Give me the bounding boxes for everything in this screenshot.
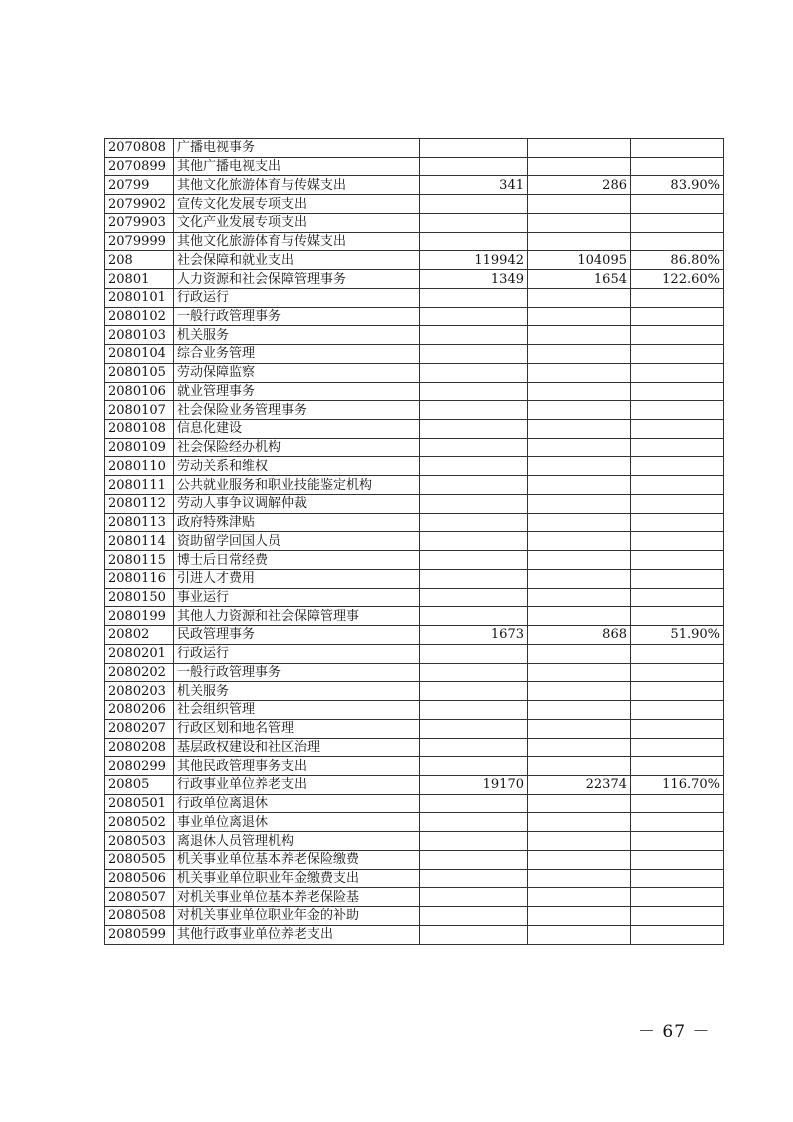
subject-name-cell: 其他人力资源和社会保障管理事 bbox=[174, 607, 420, 626]
budget-value-cell bbox=[420, 326, 528, 345]
actual-value-cell bbox=[528, 813, 631, 832]
subject-name-cell: 行政事业单位养老支出 bbox=[174, 775, 420, 794]
subject-name-cell: 其他民政管理事务支出 bbox=[174, 757, 420, 776]
subject-code-cell: 2080104 bbox=[105, 345, 174, 364]
table-row bbox=[105, 869, 724, 888]
budget-value-cell bbox=[420, 569, 528, 588]
actual-value-cell bbox=[528, 382, 631, 401]
table-row bbox=[105, 420, 724, 439]
subject-code-cell: 2080111 bbox=[105, 476, 174, 495]
budget-value-cell bbox=[420, 869, 528, 888]
subject-name-cell: 机关事业单位职业年金缴费支出 bbox=[174, 869, 420, 888]
actual-value-cell bbox=[528, 288, 631, 307]
table-row bbox=[105, 813, 724, 832]
budget-value-cell bbox=[420, 719, 528, 738]
subject-code-cell: 2080110 bbox=[105, 457, 174, 476]
table-row bbox=[105, 907, 724, 926]
budget-value-cell bbox=[420, 307, 528, 326]
subject-name-cell: 事业运行 bbox=[174, 588, 420, 607]
actual-value-cell bbox=[528, 157, 631, 176]
actual-value-cell bbox=[528, 551, 631, 570]
subject-code-cell: 2080207 bbox=[105, 719, 174, 738]
table-row bbox=[105, 345, 724, 364]
subject-name-cell: 广播电视事务 bbox=[174, 139, 420, 158]
table-row bbox=[105, 251, 724, 270]
actual-value-cell bbox=[528, 701, 631, 720]
subject-code-cell: 20802 bbox=[105, 626, 174, 645]
budget-value-cell bbox=[420, 925, 528, 944]
budget-value-cell bbox=[420, 663, 528, 682]
budget-value-cell bbox=[420, 401, 528, 420]
budget-value-cell bbox=[420, 195, 528, 214]
budget-value-cell bbox=[420, 832, 528, 851]
subject-name-cell: 事业单位离退休 bbox=[174, 813, 420, 832]
actual-value-cell: 22374 bbox=[528, 775, 631, 794]
budget-value-cell bbox=[420, 888, 528, 907]
actual-value-cell bbox=[528, 682, 631, 701]
subject-code-cell: 2080105 bbox=[105, 363, 174, 382]
subject-code-cell: 2080299 bbox=[105, 757, 174, 776]
budget-value-cell bbox=[420, 644, 528, 663]
actual-value-cell bbox=[528, 888, 631, 907]
subject-code-cell: 2080113 bbox=[105, 513, 174, 532]
subject-name-cell: 劳动保障监察 bbox=[174, 363, 420, 382]
subject-name-cell: 对机关事业单位基本养老保险基 bbox=[174, 888, 420, 907]
subject-code-cell: 2080501 bbox=[105, 794, 174, 813]
percentage-cell bbox=[631, 232, 724, 251]
table-body bbox=[105, 139, 724, 945]
percentage-cell bbox=[631, 345, 724, 364]
actual-value-cell bbox=[528, 663, 631, 682]
table-row bbox=[105, 176, 724, 195]
percentage-cell bbox=[631, 382, 724, 401]
budget-value-cell bbox=[420, 157, 528, 176]
actual-value-cell bbox=[528, 438, 631, 457]
percentage-cell bbox=[631, 907, 724, 926]
actual-value-cell bbox=[528, 195, 631, 214]
table-row bbox=[105, 588, 724, 607]
actual-value-cell bbox=[528, 494, 631, 513]
subject-name-cell: 人力资源和社会保障管理事务 bbox=[174, 270, 420, 289]
budget-value-cell bbox=[420, 288, 528, 307]
percentage-cell bbox=[631, 869, 724, 888]
subject-code-cell: 2080506 bbox=[105, 869, 174, 888]
table-row bbox=[105, 494, 724, 513]
subject-name-cell: 社会保险经办机构 bbox=[174, 438, 420, 457]
budget-value-cell bbox=[420, 850, 528, 869]
table-row bbox=[105, 607, 724, 626]
actual-value-cell bbox=[528, 869, 631, 888]
subject-code-cell: 2079902 bbox=[105, 195, 174, 214]
percentage-cell bbox=[631, 157, 724, 176]
subject-name-cell: 基层政权建设和社区治理 bbox=[174, 738, 420, 757]
budget-value-cell bbox=[420, 382, 528, 401]
budget-value-cell bbox=[420, 438, 528, 457]
subject-code-cell: 20799 bbox=[105, 176, 174, 195]
budget-value-cell bbox=[420, 420, 528, 439]
percentage-cell bbox=[631, 719, 724, 738]
subject-name-cell: 就业管理事务 bbox=[174, 382, 420, 401]
subject-name-cell: 引进人才费用 bbox=[174, 569, 420, 588]
percentage-cell bbox=[631, 532, 724, 551]
table-row bbox=[105, 195, 724, 214]
actual-value-cell bbox=[528, 794, 631, 813]
percentage-cell bbox=[631, 401, 724, 420]
subject-code-cell: 2080201 bbox=[105, 644, 174, 663]
actual-value-cell bbox=[528, 757, 631, 776]
percentage-cell bbox=[631, 832, 724, 851]
subject-code-cell: 2079999 bbox=[105, 232, 174, 251]
subject-code-cell: 2080202 bbox=[105, 663, 174, 682]
budget-value-cell bbox=[420, 757, 528, 776]
percentage-cell bbox=[631, 420, 724, 439]
subject-name-cell: 对机关事业单位职业年金的补助 bbox=[174, 907, 420, 926]
subject-code-cell: 2080150 bbox=[105, 588, 174, 607]
table-row bbox=[105, 757, 724, 776]
subject-code-cell: 20801 bbox=[105, 270, 174, 289]
actual-value-cell bbox=[528, 326, 631, 345]
actual-value-cell bbox=[528, 532, 631, 551]
actual-value-cell bbox=[528, 588, 631, 607]
actual-value-cell bbox=[528, 907, 631, 926]
subject-code-cell: 2080102 bbox=[105, 307, 174, 326]
subject-name-cell: 政府特殊津贴 bbox=[174, 513, 420, 532]
subject-name-cell: 公共就业服务和职业技能鉴定机构 bbox=[174, 476, 420, 495]
table-row bbox=[105, 532, 724, 551]
percentage-cell bbox=[631, 438, 724, 457]
percentage-cell bbox=[631, 925, 724, 944]
budget-value-cell bbox=[420, 345, 528, 364]
table-row bbox=[105, 738, 724, 757]
actual-value-cell bbox=[528, 513, 631, 532]
subject-name-cell: 机关服务 bbox=[174, 682, 420, 701]
table-row bbox=[105, 326, 724, 345]
percentage-cell bbox=[631, 888, 724, 907]
table-row bbox=[105, 438, 724, 457]
subject-code-cell: 2080502 bbox=[105, 813, 174, 832]
subject-name-cell: 劳动人事争议调解仲裁 bbox=[174, 494, 420, 513]
table-row bbox=[105, 157, 724, 176]
subject-code-cell: 2080101 bbox=[105, 288, 174, 307]
table-row bbox=[105, 363, 724, 382]
budget-value-cell: 341 bbox=[420, 176, 528, 195]
subject-code-cell: 2080505 bbox=[105, 850, 174, 869]
budget-expenditure-table bbox=[104, 138, 724, 945]
subject-name-cell: 资助留学回国人员 bbox=[174, 532, 420, 551]
table-row bbox=[105, 288, 724, 307]
subject-name-cell: 博士后日常经费 bbox=[174, 551, 420, 570]
actual-value-cell bbox=[528, 607, 631, 626]
actual-value-cell: 286 bbox=[528, 176, 631, 195]
percentage-cell: 83.90% bbox=[631, 176, 724, 195]
table-row bbox=[105, 139, 724, 158]
budget-value-cell bbox=[420, 907, 528, 926]
budget-value-cell bbox=[420, 607, 528, 626]
percentage-cell: 122.60% bbox=[631, 270, 724, 289]
subject-name-cell: 劳动关系和维权 bbox=[174, 457, 420, 476]
subject-name-cell: 一般行政管理事务 bbox=[174, 307, 420, 326]
budget-value-cell bbox=[420, 363, 528, 382]
actual-value-cell bbox=[528, 307, 631, 326]
subject-code-cell: 2070899 bbox=[105, 157, 174, 176]
table-row bbox=[105, 888, 724, 907]
budget-value-cell bbox=[420, 551, 528, 570]
subject-code-cell: 2070808 bbox=[105, 139, 174, 158]
percentage-cell bbox=[631, 850, 724, 869]
actual-value-cell: 1654 bbox=[528, 270, 631, 289]
percentage-cell bbox=[631, 607, 724, 626]
budget-value-cell bbox=[420, 139, 528, 158]
actual-value-cell bbox=[528, 420, 631, 439]
actual-value-cell bbox=[528, 925, 631, 944]
table-row bbox=[105, 569, 724, 588]
table-row bbox=[105, 701, 724, 720]
percentage-cell bbox=[631, 494, 724, 513]
actual-value-cell bbox=[528, 644, 631, 663]
percentage-cell bbox=[631, 307, 724, 326]
subject-code-cell: 2080503 bbox=[105, 832, 174, 851]
subject-name-cell: 社会组织管理 bbox=[174, 701, 420, 720]
subject-code-cell: 2079903 bbox=[105, 213, 174, 232]
percentage-cell bbox=[631, 757, 724, 776]
table-row bbox=[105, 457, 724, 476]
budget-value-cell bbox=[420, 532, 528, 551]
actual-value-cell bbox=[528, 139, 631, 158]
budget-value-cell bbox=[420, 476, 528, 495]
table-row bbox=[105, 213, 724, 232]
subject-code-cell: 20805 bbox=[105, 775, 174, 794]
actual-value-cell bbox=[528, 213, 631, 232]
actual-value-cell bbox=[528, 401, 631, 420]
table-row bbox=[105, 682, 724, 701]
percentage-cell: 86.80% bbox=[631, 251, 724, 270]
subject-name-cell: 宣传文化发展专项支出 bbox=[174, 195, 420, 214]
budget-value-cell bbox=[420, 794, 528, 813]
subject-code-cell: 2080106 bbox=[105, 382, 174, 401]
subject-code-cell: 2080508 bbox=[105, 907, 174, 926]
subject-code-cell: 2080507 bbox=[105, 888, 174, 907]
subject-code-cell: 2080107 bbox=[105, 401, 174, 420]
subject-code-cell: 2080115 bbox=[105, 551, 174, 570]
subject-name-cell: 其他广播电视支出 bbox=[174, 157, 420, 176]
subject-name-cell: 其他行政事业单位养老支出 bbox=[174, 925, 420, 944]
subject-name-cell: 机关服务 bbox=[174, 326, 420, 345]
actual-value-cell bbox=[528, 569, 631, 588]
table-row bbox=[105, 513, 724, 532]
page-number: － 67 － bbox=[638, 1022, 711, 1042]
subject-code-cell: 2080206 bbox=[105, 701, 174, 720]
table-row bbox=[105, 775, 724, 794]
subject-name-cell: 行政运行 bbox=[174, 644, 420, 663]
budget-value-cell: 1673 bbox=[420, 626, 528, 645]
actual-value-cell bbox=[528, 832, 631, 851]
table-row bbox=[105, 476, 724, 495]
percentage-cell bbox=[631, 701, 724, 720]
actual-value-cell bbox=[528, 345, 631, 364]
budget-value-cell: 19170 bbox=[420, 775, 528, 794]
actual-value-cell bbox=[528, 232, 631, 251]
table-row bbox=[105, 307, 724, 326]
budget-value-cell bbox=[420, 232, 528, 251]
subject-code-cell: 2080108 bbox=[105, 420, 174, 439]
table-row bbox=[105, 794, 724, 813]
subject-name-cell: 信息化建设 bbox=[174, 420, 420, 439]
percentage-cell bbox=[631, 682, 724, 701]
table-row bbox=[105, 663, 724, 682]
subject-name-cell: 一般行政管理事务 bbox=[174, 663, 420, 682]
percentage-cell bbox=[631, 213, 724, 232]
table-row bbox=[105, 401, 724, 420]
actual-value-cell bbox=[528, 719, 631, 738]
percentage-cell bbox=[631, 476, 724, 495]
budget-value-cell bbox=[420, 813, 528, 832]
percentage-cell bbox=[631, 813, 724, 832]
subject-code-cell: 2080208 bbox=[105, 738, 174, 757]
subject-name-cell: 社会保险业务管理事务 bbox=[174, 401, 420, 420]
percentage-cell bbox=[631, 569, 724, 588]
budget-value-cell bbox=[420, 494, 528, 513]
table-row bbox=[105, 850, 724, 869]
subject-code-cell: 2080116 bbox=[105, 569, 174, 588]
percentage-cell bbox=[631, 457, 724, 476]
subject-name-cell: 行政运行 bbox=[174, 288, 420, 307]
actual-value-cell bbox=[528, 476, 631, 495]
percentage-cell bbox=[631, 363, 724, 382]
table-row bbox=[105, 644, 724, 663]
budget-value-cell: 119942 bbox=[420, 251, 528, 270]
subject-code-cell: 2080103 bbox=[105, 326, 174, 345]
percentage-cell: 116.70% bbox=[631, 775, 724, 794]
percentage-cell bbox=[631, 738, 724, 757]
table-row bbox=[105, 232, 724, 251]
budget-value-cell bbox=[420, 701, 528, 720]
percentage-cell bbox=[631, 644, 724, 663]
subject-name-cell: 其他文化旅游体育与传媒支出 bbox=[174, 176, 420, 195]
percentage-cell: 51.90% bbox=[631, 626, 724, 645]
percentage-cell bbox=[631, 326, 724, 345]
percentage-cell bbox=[631, 794, 724, 813]
percentage-cell bbox=[631, 588, 724, 607]
subject-name-cell: 社会保障和就业支出 bbox=[174, 251, 420, 270]
subject-name-cell: 机关事业单位基本养老保险缴费 bbox=[174, 850, 420, 869]
table-row bbox=[105, 551, 724, 570]
percentage-cell bbox=[631, 551, 724, 570]
table-row bbox=[105, 719, 724, 738]
subject-code-cell: 2080114 bbox=[105, 532, 174, 551]
budget-value-cell bbox=[420, 457, 528, 476]
budget-value-cell bbox=[420, 682, 528, 701]
actual-value-cell bbox=[528, 363, 631, 382]
subject-name-cell: 文化产业发展专项支出 bbox=[174, 213, 420, 232]
budget-value-cell bbox=[420, 588, 528, 607]
actual-value-cell bbox=[528, 850, 631, 869]
budget-value-cell: 1349 bbox=[420, 270, 528, 289]
subject-name-cell: 行政区划和地名管理 bbox=[174, 719, 420, 738]
subject-code-cell: 2080599 bbox=[105, 925, 174, 944]
subject-name-cell: 民政管理事务 bbox=[174, 626, 420, 645]
percentage-cell bbox=[631, 288, 724, 307]
subject-code-cell: 2080112 bbox=[105, 494, 174, 513]
actual-value-cell: 868 bbox=[528, 626, 631, 645]
percentage-cell bbox=[631, 663, 724, 682]
subject-code-cell: 2080109 bbox=[105, 438, 174, 457]
subject-name-cell: 行政单位离退休 bbox=[174, 794, 420, 813]
percentage-cell bbox=[631, 195, 724, 214]
percentage-cell bbox=[631, 513, 724, 532]
table-row bbox=[105, 925, 724, 944]
subject-code-cell: 2080199 bbox=[105, 607, 174, 626]
actual-value-cell bbox=[528, 457, 631, 476]
subject-name-cell: 综合业务管理 bbox=[174, 345, 420, 364]
subject-code-cell: 2080203 bbox=[105, 682, 174, 701]
percentage-cell bbox=[631, 139, 724, 158]
subject-name-cell: 离退休人员管理机构 bbox=[174, 832, 420, 851]
budget-value-cell bbox=[420, 513, 528, 532]
actual-value-cell bbox=[528, 738, 631, 757]
table-row bbox=[105, 832, 724, 851]
table-row bbox=[105, 382, 724, 401]
budget-value-cell bbox=[420, 213, 528, 232]
subject-name-cell: 其他文化旅游体育与传媒支出 bbox=[174, 232, 420, 251]
actual-value-cell: 104095 bbox=[528, 251, 631, 270]
budget-value-cell bbox=[420, 738, 528, 757]
table-row bbox=[105, 626, 724, 645]
table-row bbox=[105, 270, 724, 289]
subject-code-cell: 208 bbox=[105, 251, 174, 270]
